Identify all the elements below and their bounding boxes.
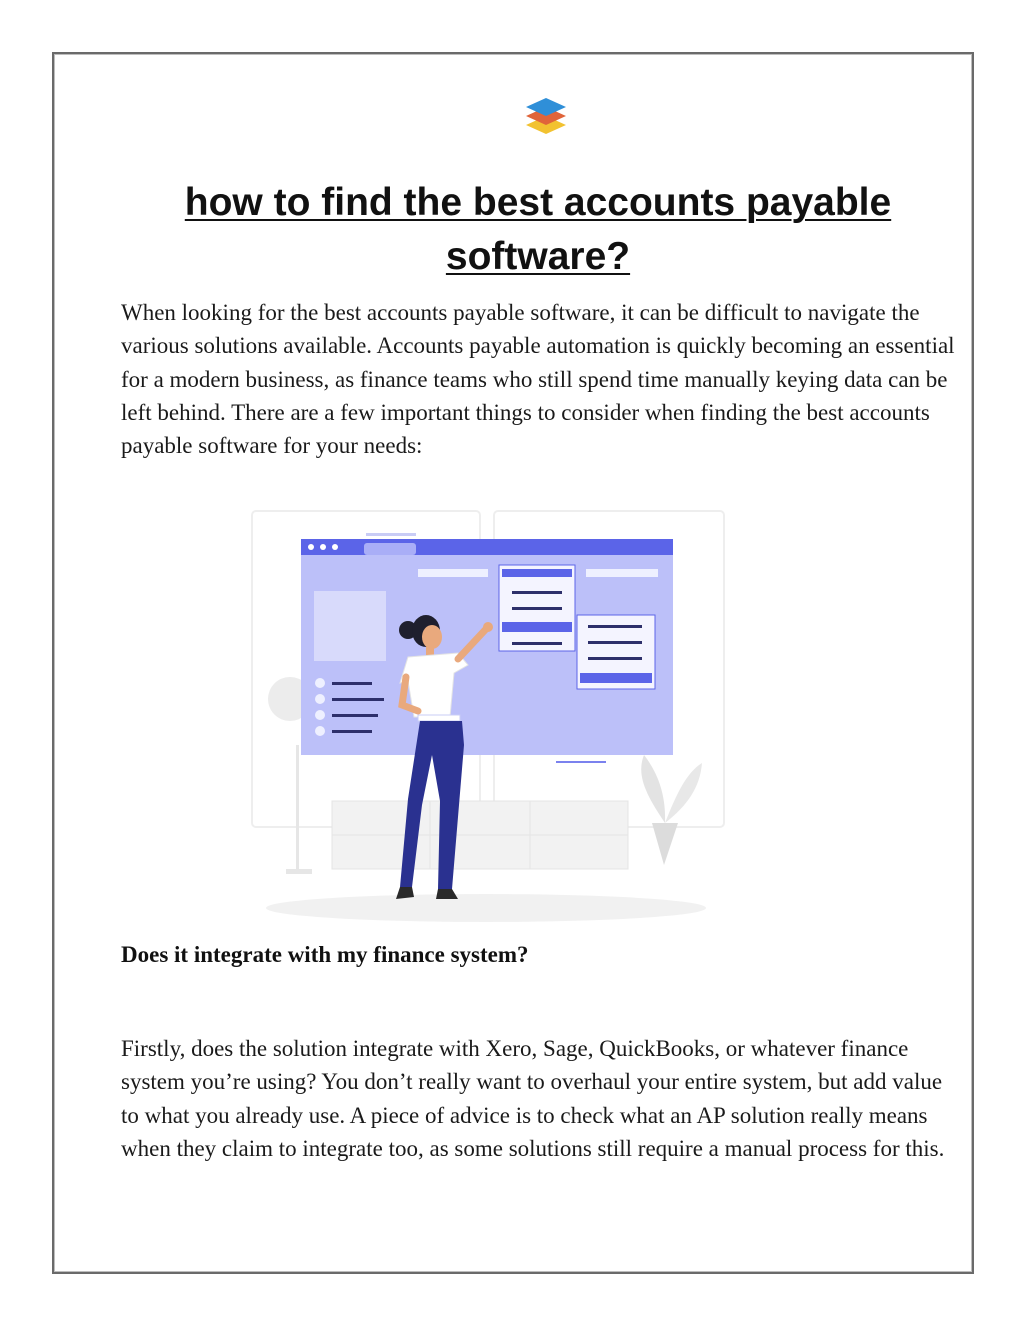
person-at-dashboard-illustration	[196, 505, 776, 925]
section-paragraph: Firstly, does the solution integrate with Xero, Sage, QuickBooks, or whatever finance system you’re using? You don’t really want to overhaul your entire system, but add value to what you already use. A piece of advice is to check what an AP solution really means when they claim to integrate too, as some solutions still require a manual process for this.	[121, 1036, 945, 1161]
intro-paragraph: When looking for the best accounts payable software, it can be difficult to navigate the various solutions available. Accounts payable automation is quickly becoming an essential for a modern business, as finance teams who still spend time manually keying data can be left behind. There are a few important things to consider when finding the best accounts payable software for your needs:	[121, 300, 955, 459]
layered-stack-icon	[522, 96, 570, 140]
section-heading: Does it integrate with my finance system?	[121, 942, 529, 967]
document-title: how to find the best accounts payable software?	[184, 181, 892, 278]
